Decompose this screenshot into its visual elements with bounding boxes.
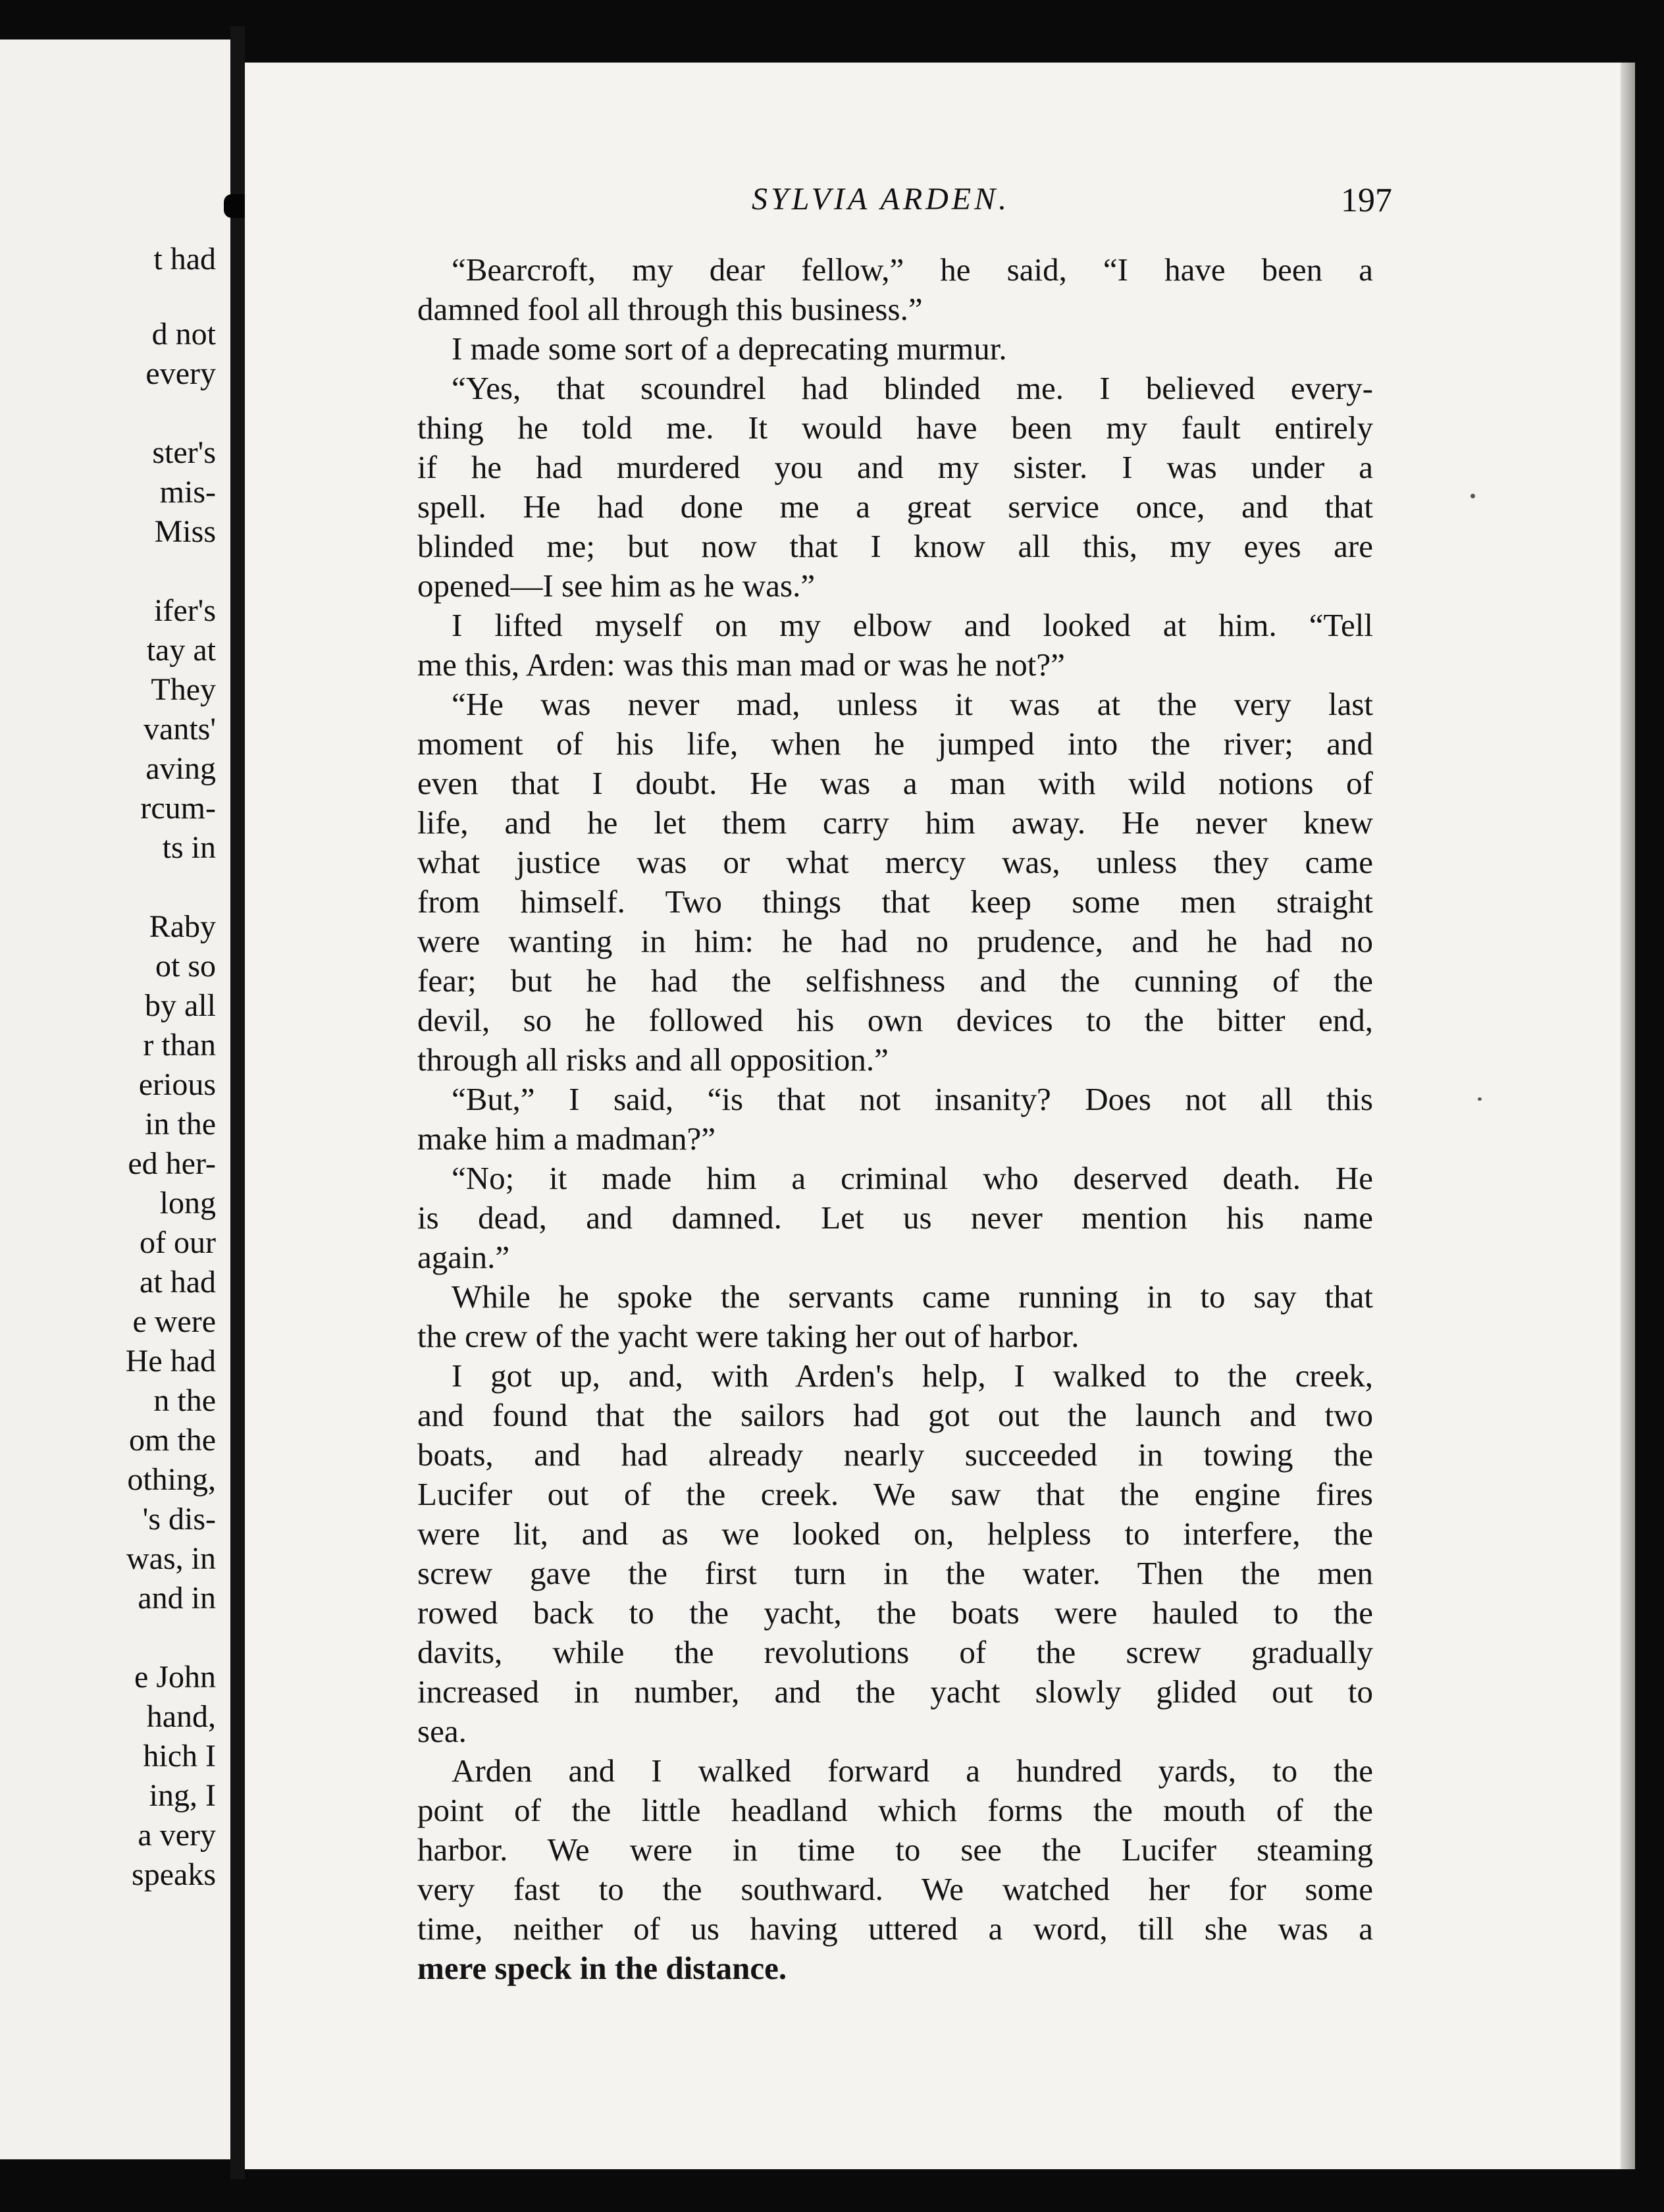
left-page-line-fragment: Miss xyxy=(154,514,216,549)
left-page-line-fragment: hand, xyxy=(146,1699,216,1734)
page-edge-shadow xyxy=(1621,63,1635,2169)
text-line: devil, so he followed his own devices to the bitter end, xyxy=(417,1002,1373,1038)
left-page-line-fragment: at had xyxy=(140,1265,216,1300)
text-line: “But,” I said, “is that not insanity? Does not all this xyxy=(452,1081,1373,1117)
text-line: time, neither of us having uttered a word, till she was a xyxy=(417,1910,1373,1947)
text-line: again.” xyxy=(417,1239,510,1275)
left-page-line-fragment: ifer's xyxy=(154,593,216,628)
text-line: me this, Arden: was this man mad or was he not?” xyxy=(417,646,1065,683)
left-page-line-fragment: erious xyxy=(138,1067,216,1102)
left-page-line-fragment: long xyxy=(159,1186,216,1221)
text-line: point of the little headland which forms the mouth of the xyxy=(417,1792,1373,1828)
text-line: moment of his life, when he jumped into the river; and xyxy=(417,725,1373,762)
left-page-line-fragment: by all xyxy=(145,988,216,1023)
text-line: screw gave the first turn in the water. Then the men xyxy=(417,1555,1373,1591)
left-page-line-fragment: ts in xyxy=(162,830,216,865)
left-page-line-fragment: othing, xyxy=(127,1462,216,1497)
text-line: spell. He had done me a great service once, and that xyxy=(417,488,1373,525)
left-page-line-fragment: mis- xyxy=(159,475,216,510)
text-line: “He was never mad, unless it was at the very last xyxy=(452,686,1373,722)
left-page-line-fragment: ed her- xyxy=(128,1146,216,1181)
text-line: boats, and had already nearly succeeded in towing the xyxy=(417,1436,1373,1473)
left-page-line-fragment: ster's xyxy=(152,435,216,470)
facing-page-left xyxy=(0,40,230,2159)
left-page-line-fragment: om the xyxy=(129,1423,216,1458)
text-line: davits, while the revolutions of the screw gradually xyxy=(417,1634,1373,1670)
text-line: “No; it made him a criminal who deserved death. He xyxy=(452,1160,1373,1196)
text-line: “Yes, that scoundrel had blinded me. I believed every- xyxy=(452,370,1373,406)
text-line: While he spoke the servants came running in to say that xyxy=(452,1278,1373,1315)
text-line: blinded me; but now that I know all this, my eyes are xyxy=(417,528,1373,564)
left-page-line-fragment: t had xyxy=(153,242,216,276)
text-line: what justice was or what mercy was, unless they came xyxy=(417,844,1373,880)
running-head: SYLVIA ARDEN. xyxy=(752,182,1010,217)
left-page-line-fragment: and in xyxy=(138,1581,216,1616)
text-line: through all risks and all opposition.” xyxy=(417,1041,889,1078)
text-line: very fast to the southward. We watched her for some xyxy=(417,1871,1373,1907)
left-page-line-fragment: tay at xyxy=(146,633,216,668)
text-line: is dead, and damned. Let us never mention his name xyxy=(417,1199,1373,1236)
left-page-line-fragment: was, in xyxy=(126,1541,216,1576)
text-line: mere speck in the distance. xyxy=(417,1950,787,1986)
body-text xyxy=(417,250,1373,1988)
dust-speck xyxy=(1470,494,1475,498)
left-page-line-fragment: 's dis- xyxy=(142,1502,216,1537)
left-page-line-fragment: r than xyxy=(143,1028,216,1063)
left-page-line-fragment: speaks xyxy=(132,1857,216,1892)
left-page-line-fragment: e John xyxy=(134,1660,216,1695)
left-page-line-fragment: of our xyxy=(140,1225,216,1260)
left-page-line-fragment: rcum- xyxy=(140,791,216,826)
text-line: thing he told me. It would have been my fault entirely xyxy=(417,409,1373,446)
text-line: Arden and I walked forward a hundred yards, to the xyxy=(452,1752,1373,1789)
left-page-line-fragment: Raby xyxy=(149,909,216,944)
text-line: opened—I see him as he was.” xyxy=(417,567,816,604)
left-page-line-fragment: in the xyxy=(145,1107,216,1142)
left-page-line-fragment: He had xyxy=(125,1344,216,1379)
left-page-line-fragment: ot so xyxy=(155,949,216,984)
dust-speck xyxy=(1478,1097,1482,1101)
left-page-line-fragment: They xyxy=(151,672,216,707)
text-line: were lit, and as we looked on, helpless to interfere, the xyxy=(417,1515,1373,1552)
text-line: sea. xyxy=(417,1713,467,1749)
text-line: were wanting in him: he had no prudence, and he had no xyxy=(417,923,1373,959)
left-page-line-fragment: every xyxy=(145,356,216,391)
text-line: I got up, and, with Arden's help, I walked to the creek, xyxy=(452,1357,1373,1394)
text-line: damned fool all through this business.” xyxy=(417,291,923,327)
left-page-line-fragment: hich I xyxy=(143,1739,216,1774)
left-page-line-fragment: d not xyxy=(151,317,216,352)
text-line: I made some sort of a deprecating murmur. xyxy=(452,330,1007,367)
left-page-line-fragment: vants' xyxy=(143,712,216,747)
page-number: 197 xyxy=(1341,182,1392,219)
text-line: Lucifer out of the creek. We saw that the engine fires xyxy=(417,1476,1373,1512)
text-line: life, and he let them carry him away. He never knew xyxy=(417,804,1373,841)
left-page-line-fragment: n the xyxy=(153,1383,216,1418)
text-line: rowed back to the yacht, the boats were hauled to the xyxy=(417,1594,1373,1631)
book-gutter xyxy=(230,26,245,2179)
text-line: even that I doubt. He was a man with wild notions of xyxy=(417,765,1373,801)
text-line: make him a madman?” xyxy=(417,1120,716,1157)
left-page-line-fragment: aving xyxy=(145,751,216,786)
text-line: I lifted myself on my elbow and looked at him. “Tell xyxy=(452,607,1373,643)
text-line: if he had murdered you and my sister. I was under a xyxy=(417,449,1373,485)
page-197 xyxy=(245,63,1635,2169)
left-page-line-fragment: e were xyxy=(132,1304,216,1339)
text-line: from himself. Two things that keep some men straight xyxy=(417,883,1373,920)
left-page-line-fragment: ing, I xyxy=(149,1778,216,1813)
text-line: increased in number, and the yacht slowly glided out to xyxy=(417,1673,1373,1710)
text-line: and found that the sailors had got out the launch and two xyxy=(417,1397,1373,1433)
left-page-line-fragment: a very xyxy=(138,1818,216,1853)
text-line: “Bearcroft, my dear fellow,” he said, “I have been a xyxy=(452,251,1373,288)
text-line: harbor. We were in time to see the Lucifer steaming xyxy=(417,1831,1373,1868)
text-line: fear; but he had the selfishness and the cunning of the xyxy=(417,962,1373,999)
text-line: the crew of the yacht were taking her out of harbor. xyxy=(417,1318,1079,1354)
